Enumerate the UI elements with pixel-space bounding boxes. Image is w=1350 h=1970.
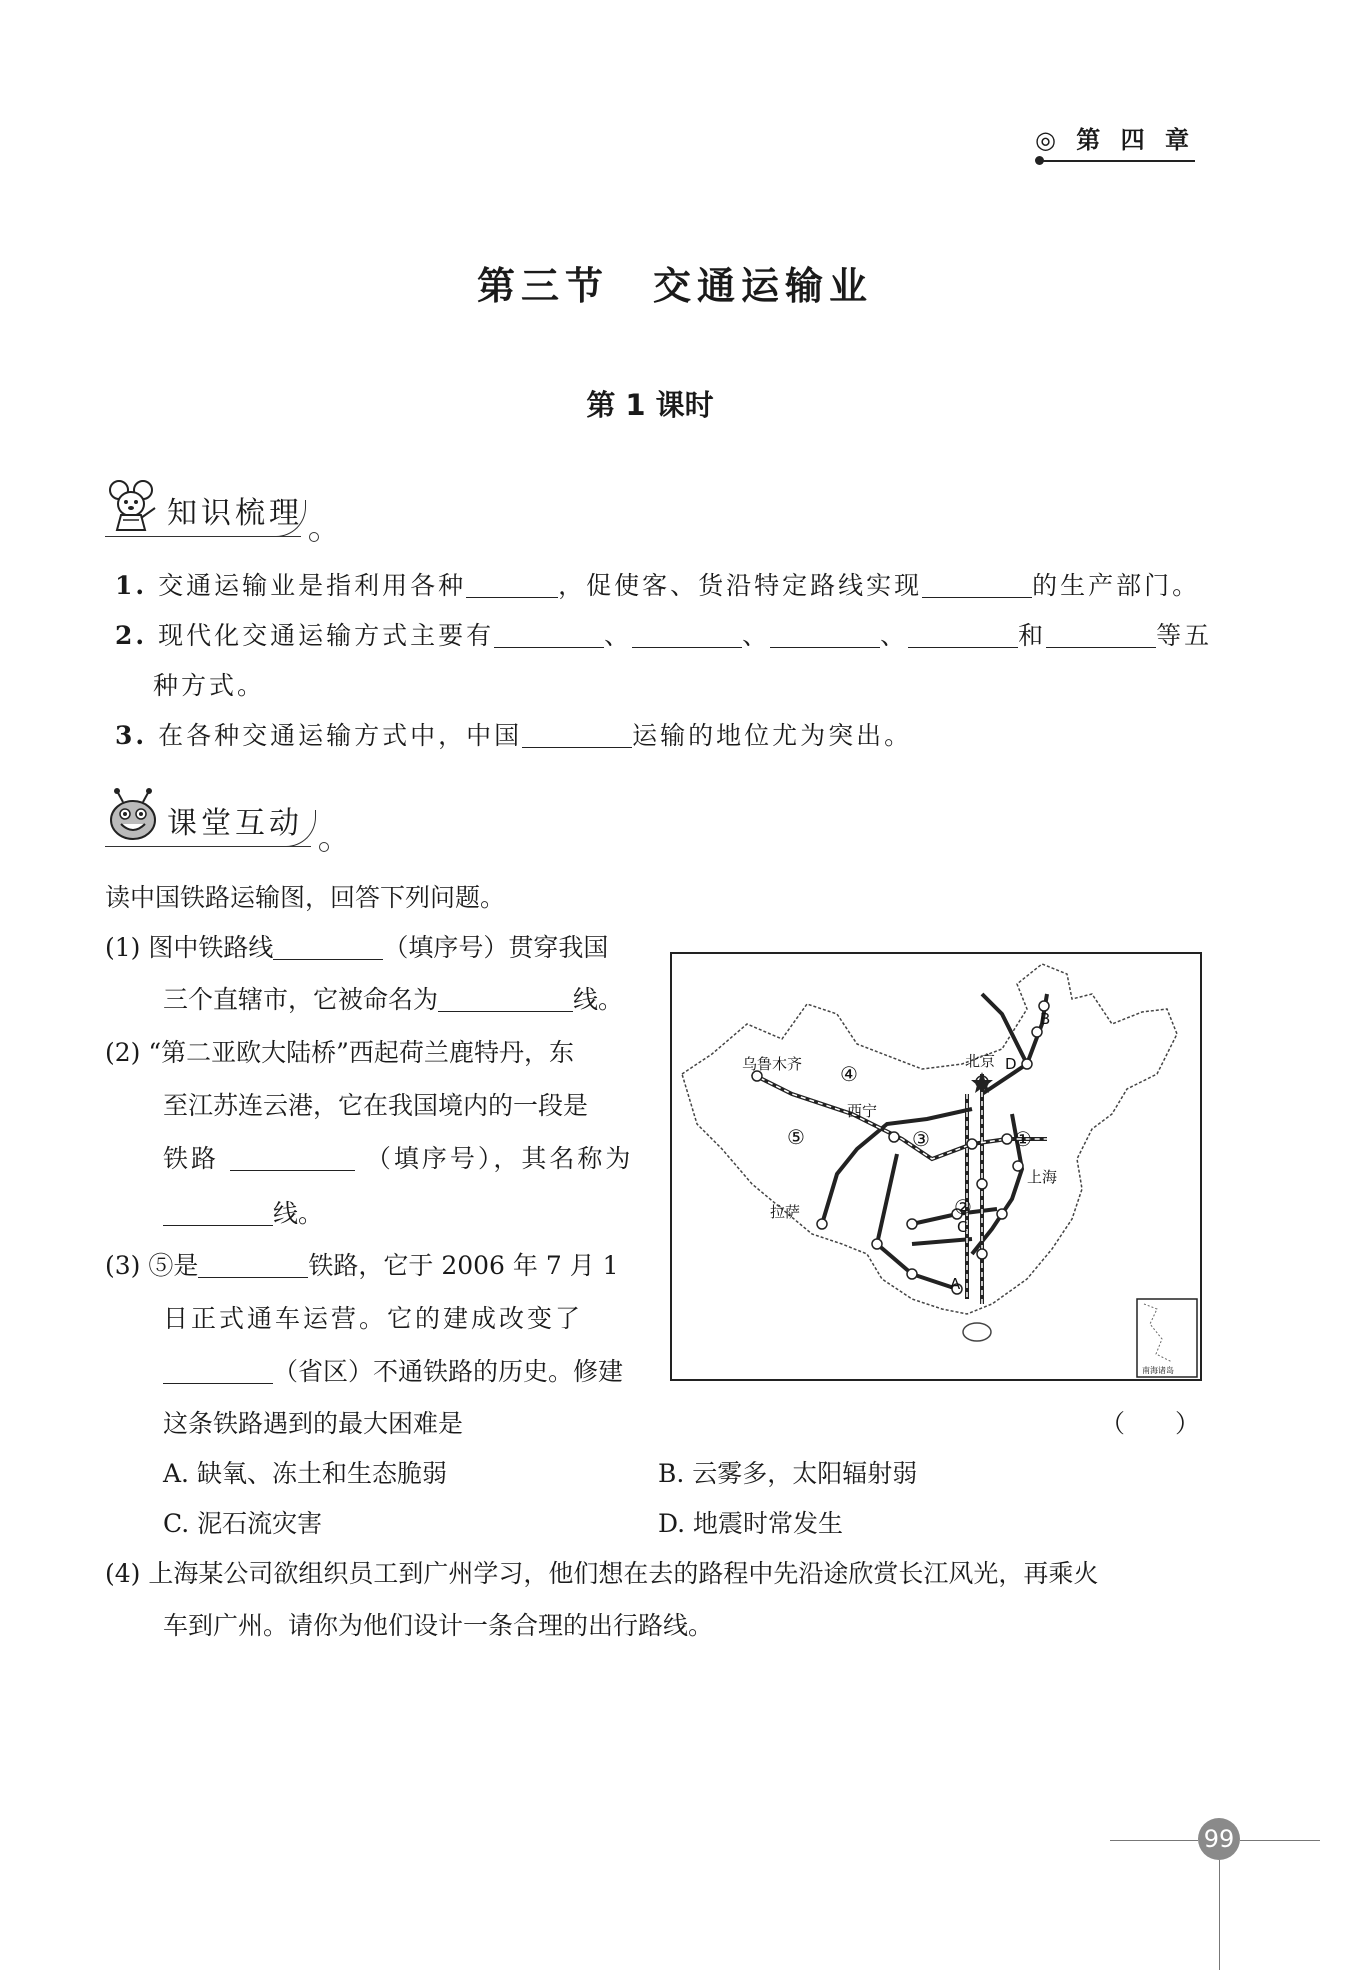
knowledge-heading-underline (105, 536, 301, 537)
option-d[interactable]: D. 地震时常发生 (658, 1509, 844, 1538)
knowledge-item-2-cont: 种方式。 (153, 671, 266, 700)
answer-blank[interactable] (466, 571, 558, 598)
option-c[interactable]: C. 泥石流灾害 (163, 1509, 323, 1538)
question-4-cont: 车到广州。请你为他们设计一条合理的出行路线。 (163, 1611, 714, 1640)
question-1-cont: 三个直辖市，它被命名为 线。 (163, 985, 624, 1014)
label-A: A (950, 1275, 961, 1293)
classroom-intro: 读中国铁路运输图，回答下列问题。 (105, 883, 506, 912)
railway-map-svg (672, 954, 1200, 1379)
page-number: 99 (1198, 1818, 1240, 1860)
label-line-3: ③ (912, 1127, 930, 1151)
question-3-line2: 日正式通车运营。它的建成改变了 (163, 1304, 584, 1333)
answer-blank[interactable] (632, 621, 742, 648)
question-4: (4) 上海某公司欲组织员工到广州学习，他们想在去的路程中先沿途欣赏长江风光，再乘火 (105, 1559, 1099, 1588)
answer-blank[interactable] (273, 933, 383, 960)
knowledge-item-1: 1. 交通运输业是指利用各种 ，促使客、货沿特定路线实现 的生产部门。 (115, 571, 1201, 600)
chapter-rule (1040, 160, 1195, 162)
classroom-heading-label: 课堂互动 (167, 806, 303, 841)
knowledge-item-3: 3. 在各种交通运输方式中，中国 运输的地位尤为突出。 (115, 721, 913, 750)
answer-blank[interactable] (198, 1251, 308, 1278)
question-3-line3: （省区）不通铁路的历史。修建 (163, 1356, 623, 1388)
label-line-5: ⑤ (787, 1125, 805, 1149)
option-b[interactable]: B. 云雾多，太阳辐射弱 (658, 1459, 918, 1488)
knowledge-item-2: 2. 现代化交通运输方式主要有 、 、 、 和 等五 (115, 621, 1213, 650)
classroom-heading-tail (319, 842, 329, 852)
page-number-rule-left (1110, 1840, 1198, 1841)
answer-blank[interactable] (494, 621, 604, 648)
label-line-4: ④ (840, 1062, 858, 1086)
answer-blank[interactable] (163, 1357, 273, 1384)
label-B: B (1040, 1010, 1051, 1028)
inset-label: 南海诸岛 (1142, 1366, 1174, 1375)
knowledge-heading (105, 478, 325, 542)
answer-blank[interactable] (922, 571, 1032, 598)
label-C: C (957, 1218, 968, 1236)
classroom-heading-underline (105, 846, 311, 847)
question-1: (1) 图中铁路线 （填序号）贯穿我国 (105, 933, 609, 962)
knowledge-heading-label: 知识梳理 (167, 496, 303, 531)
label-xining: 西宁 (847, 1102, 878, 1120)
label-line-2: ② (954, 1195, 972, 1219)
chapter-label: ◎ 第 四 章 (1034, 126, 1195, 154)
label-urumqi: 乌鲁木齐 (742, 1055, 803, 1073)
classroom-heading-curve (285, 810, 316, 847)
page-number-rule-vertical (1219, 1860, 1220, 1970)
answer-blank[interactable] (908, 621, 1018, 648)
answer-blank[interactable] (522, 721, 632, 748)
question-3-line4: 这条铁路遇到的最大困难是 (163, 1409, 464, 1438)
label-D: D (1005, 1055, 1017, 1073)
answer-blank[interactable] (770, 621, 880, 648)
question-2: (2) “第二亚欧大陆桥”西起荷兰鹿特丹，东 (105, 1038, 574, 1067)
hainan-outline (963, 1323, 991, 1341)
label-lhasa: 拉萨 (770, 1203, 801, 1221)
label-line-1: ① (1014, 1127, 1032, 1151)
lesson-title: 第 1 课时 (586, 388, 714, 422)
answer-blank[interactable] (163, 1199, 273, 1226)
classroom-heading (105, 788, 335, 852)
question-2-line4: 线。 (163, 1198, 323, 1230)
answer-blank[interactable] (1046, 621, 1156, 648)
section-title: 第三节 交通运输业 (476, 263, 873, 308)
question-2-line2: 至江苏连云港，它在我国境内的一段是 (163, 1091, 589, 1120)
answer-paren[interactable]: （ ） (1100, 1409, 1201, 1438)
smiley-mascot-icon (105, 788, 161, 844)
knowledge-heading-tail (309, 532, 319, 542)
china-railway-map (670, 952, 1202, 1381)
question-3: (3) ⑤是 铁路，它于 2006 年 7 月 1 (105, 1251, 619, 1280)
answer-blank[interactable] (438, 985, 573, 1012)
label-shanghai: 上海 (1027, 1168, 1058, 1186)
question-2-line3: 铁路 （填序号），其名称为 (163, 1144, 634, 1173)
answer-blank[interactable] (230, 1144, 355, 1171)
mouse-mascot-icon (105, 478, 161, 534)
option-a[interactable]: A. 缺氧、冻土和生态脆弱 (163, 1459, 447, 1488)
page-number-rule-right (1240, 1840, 1320, 1841)
label-beijing: 北京 (965, 1052, 996, 1070)
